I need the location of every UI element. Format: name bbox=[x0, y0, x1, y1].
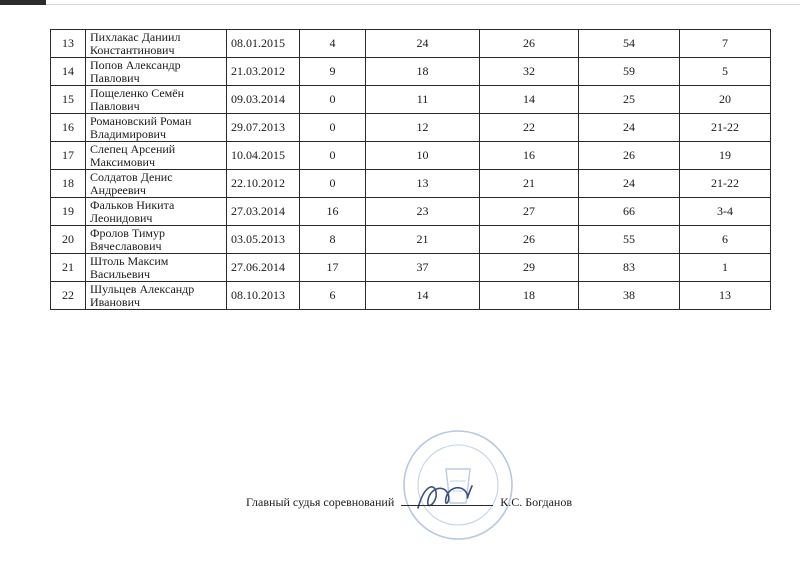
score-2: 12 bbox=[366, 114, 480, 142]
birth-date: 03.05.2013 bbox=[227, 226, 300, 254]
birth-date: 29.07.2013 bbox=[227, 114, 300, 142]
table-row bbox=[51, 170, 771, 198]
birth-date: 09.03.2014 bbox=[227, 86, 300, 114]
table-row bbox=[51, 30, 771, 58]
row-number: 19 bbox=[51, 198, 86, 226]
place: 19 bbox=[680, 142, 771, 170]
place: 1 bbox=[680, 254, 771, 282]
birth-date: 08.01.2015 bbox=[227, 30, 300, 58]
birth-date: 08.10.2013 bbox=[227, 282, 300, 310]
score-3: 26 bbox=[480, 226, 579, 254]
participant-name: Романовский Роман Владимирович bbox=[86, 114, 227, 142]
score-1: 0 bbox=[300, 86, 366, 114]
score-1: 0 bbox=[300, 170, 366, 198]
table-row bbox=[51, 226, 771, 254]
row-number: 21 bbox=[51, 254, 86, 282]
table-row bbox=[51, 142, 771, 170]
score-1: 0 bbox=[300, 114, 366, 142]
participant-name: Пощеленко Семён Павлович bbox=[86, 86, 227, 114]
table-row bbox=[51, 86, 771, 114]
participant-name: Пихлакас Даниил Константинович bbox=[86, 30, 227, 58]
scan-edge-line bbox=[46, 4, 800, 5]
score-1: 16 bbox=[300, 198, 366, 226]
total-score: 66 bbox=[579, 198, 680, 226]
results-table-body bbox=[51, 30, 771, 310]
score-2: 10 bbox=[366, 142, 480, 170]
score-3: 14 bbox=[480, 86, 579, 114]
place: 7 bbox=[680, 30, 771, 58]
birth-date: 27.03.2014 bbox=[227, 198, 300, 226]
signature-block bbox=[246, 495, 572, 510]
table-row bbox=[51, 254, 771, 282]
score-3: 29 bbox=[480, 254, 579, 282]
total-score: 59 bbox=[579, 58, 680, 86]
row-number: 22 bbox=[51, 282, 86, 310]
score-2: 14 bbox=[366, 282, 480, 310]
place: 21-22 bbox=[680, 114, 771, 142]
signature-blank-line bbox=[401, 495, 493, 506]
participant-name: Штоль Максим Васильевич bbox=[86, 254, 227, 282]
score-2: 13 bbox=[366, 170, 480, 198]
total-score: 55 bbox=[579, 226, 680, 254]
total-score: 26 bbox=[579, 142, 680, 170]
scan-edge-mark bbox=[0, 0, 46, 5]
birth-date: 21.03.2012 bbox=[227, 58, 300, 86]
total-score: 24 bbox=[579, 114, 680, 142]
score-2: 23 bbox=[366, 198, 480, 226]
row-number: 18 bbox=[51, 170, 86, 198]
score-3: 18 bbox=[480, 282, 579, 310]
row-number: 20 bbox=[51, 226, 86, 254]
score-1: 6 bbox=[300, 282, 366, 310]
score-1: 9 bbox=[300, 58, 366, 86]
total-score: 54 bbox=[579, 30, 680, 58]
table-row bbox=[51, 58, 771, 86]
place: 21-22 bbox=[680, 170, 771, 198]
participant-name: Слепец Арсений Максимович bbox=[86, 142, 227, 170]
score-3: 32 bbox=[480, 58, 579, 86]
birth-date: 10.04.2015 bbox=[227, 142, 300, 170]
score-1: 8 bbox=[300, 226, 366, 254]
score-2: 21 bbox=[366, 226, 480, 254]
score-3: 27 bbox=[480, 198, 579, 226]
place: 13 bbox=[680, 282, 771, 310]
score-2: 37 bbox=[366, 254, 480, 282]
score-1: 0 bbox=[300, 142, 366, 170]
row-number: 13 bbox=[51, 30, 86, 58]
total-score: 38 bbox=[579, 282, 680, 310]
score-1: 4 bbox=[300, 30, 366, 58]
score-3: 26 bbox=[480, 30, 579, 58]
score-2: 11 bbox=[366, 86, 480, 114]
participant-name: Фролов Тимур Вячеславович bbox=[86, 226, 227, 254]
signature-label: Главный судья соревнований bbox=[246, 495, 395, 509]
birth-date: 22.10.2012 bbox=[227, 170, 300, 198]
birth-date: 27.06.2014 bbox=[227, 254, 300, 282]
signature-name: К.С. Богданов bbox=[500, 495, 573, 509]
row-number: 17 bbox=[51, 142, 86, 170]
score-1: 17 bbox=[300, 254, 366, 282]
participant-name: Солдатов Денис Андреевич bbox=[86, 170, 227, 198]
participant-name: Фальков Никита Леонидович bbox=[86, 198, 227, 226]
row-number: 14 bbox=[51, 58, 86, 86]
place: 5 bbox=[680, 58, 771, 86]
score-3: 22 bbox=[480, 114, 579, 142]
total-score: 24 bbox=[579, 170, 680, 198]
table-row bbox=[51, 198, 771, 226]
table-row bbox=[51, 282, 771, 310]
place: 6 bbox=[680, 226, 771, 254]
score-2: 18 bbox=[366, 58, 480, 86]
score-2: 24 bbox=[366, 30, 480, 58]
score-3: 21 bbox=[480, 170, 579, 198]
total-score: 83 bbox=[579, 254, 680, 282]
results-table bbox=[50, 29, 771, 310]
total-score: 25 bbox=[579, 86, 680, 114]
place: 20 bbox=[680, 86, 771, 114]
row-number: 16 bbox=[51, 114, 86, 142]
row-number: 15 bbox=[51, 86, 86, 114]
participant-name: Попов Александр Павлович bbox=[86, 58, 227, 86]
table-row bbox=[51, 114, 771, 142]
place: 3-4 bbox=[680, 198, 771, 226]
participant-name: Шульцев Александр Иванович bbox=[86, 282, 227, 310]
score-3: 16 bbox=[480, 142, 579, 170]
